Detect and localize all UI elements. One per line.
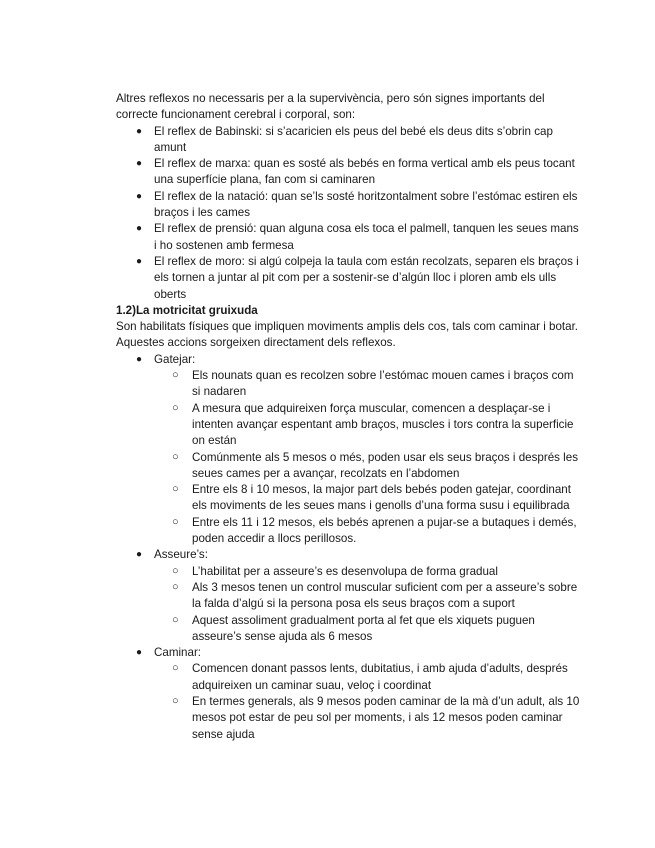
document-page bbox=[116, 91, 584, 743]
sub-list-item: ○ L’habilitat per a asseure’s es desenvolupa de forma gradual bbox=[172, 564, 498, 578]
list-item-caminar: ● Caminar: ○ Comencen donant passos lents, dubitatius, i amb ajuda d’adults, després adquireixen un caminar suau, veloç i coordinat ○ En termes generals, als 9 mesos poden caminar de la mà d’un adult, als 10 mesos pot estar de peu sol per moments, i als 12 mesos poden caminar sense ajuda bbox=[154, 645, 584, 743]
circle-bullet-icon: ○ bbox=[172, 662, 179, 675]
sub-list-item: ○ Aquest assoliment gradualment porta al fet que els xiquets puguen asseure’s sense ajuda als 6 mesos bbox=[172, 613, 535, 643]
list-item: ● El reflex de prensió: quan alguna cosa els toca el palmell, tanquen les seues mans i ho sostenen amb fermesa bbox=[136, 222, 579, 252]
bullet-icon: ● bbox=[136, 158, 143, 170]
sub-list-item: ○ Entre els 8 i 10 mesos, la major part dels bebés poden gatejar, coordinant els moviments de les seues mans i genolls d’una forma susu i equilibrada bbox=[172, 483, 571, 513]
circle-bullet-icon: ○ bbox=[172, 450, 179, 463]
circle-bullet-icon: ○ bbox=[172, 369, 179, 382]
bullet-icon: ● bbox=[136, 647, 143, 659]
section-heading: 1.2)La motricitat gruixuda bbox=[116, 303, 258, 317]
list-item: ● El reflex de marxa: quan es sosté als bebés en forma vertical amb els peus tocant una superfície plana, fan com si caminaren bbox=[136, 157, 575, 187]
circle-bullet-icon: ○ bbox=[172, 515, 179, 528]
sub-list-item: ○ Als 3 mesos tenen un control muscular suficient com per a asseure’s sobre la falda d’algú si la persona posa els seus braços com a suport bbox=[172, 580, 578, 611]
bullet-icon: ● bbox=[136, 223, 143, 235]
circle-bullet-icon: ○ bbox=[172, 564, 179, 577]
circle-bullet-icon: ○ bbox=[172, 401, 179, 414]
sub-list-item: ○ Comúnmente als 5 mesos o més, poden usar els seus braços i després les seues cames per a avançar, recolzats en l’abdomen bbox=[172, 450, 579, 480]
list-item: ● El reflex de la natació: quan se’ls sosté horitzontalment sobre l’estómac estiren els braços i les cames bbox=[136, 189, 578, 220]
bullet-icon: ● bbox=[136, 255, 143, 267]
list-item-asseure: ● Asseure’s: ○ L’habilitat per a asseure’s es desenvolupa de forma gradual ○ Als 3 mesos tenen un control muscular suficient com per a asseure’s sobre la falda d’algú si la persona posa els seus braços com a suport ○ Aquest assoliment gradualment porta al fet que els xiquets puguen asseure’s sense ajuda als 6 mesos bbox=[154, 547, 584, 645]
circle-bullet-icon: ○ bbox=[172, 580, 179, 593]
motor-skills-list bbox=[116, 352, 584, 743]
intro-paragraph: Altres reflexos no necessaris per a la supervivència, pero són signes importants del correcte funcionament cerebral i corporal, son: bbox=[116, 92, 545, 122]
list-item-gatejar: ● Gatejar: ○ Els nounats quan es recolzen sobre l’estómac mouen cames i braços com si nadaren ○ A mesura que adquireixen força muscular, comencen a desplaçar-se i intenten avançar espentant amb braços, muscles i tors contra la superficie on están ○ Comúnmente als 5 mesos o més, poden usar els seus braços i després les seues cames per a avançar, recolzats en l’abdomen ○ Entre els 8 i 10 mesos, la major part dels bebés poden gatejar, coordinant els moviments de les seues mans i genolls d’una forma susu i equilibrada ○ Entre els 11 i 12 mesos, els bebés aprenen a pujar-se a butaques i demés, poden accedir a llocs perillosos. bbox=[154, 352, 584, 548]
list-item: ● El reflex de moro: si algú colpeja la taula com están recolzats, separen els braços i els tornen a juntar al pit com per a sostenir-se d’algún lloc i ploren amb els ulls oberts bbox=[136, 254, 579, 301]
bullet-icon: ● bbox=[136, 190, 143, 202]
sub-list-item: ○ Comencen donant passos lents, dubitatius, i amb ajuda d’adults, després adquireixen un caminar suau, veloç i coordinat bbox=[172, 662, 568, 692]
circle-bullet-icon: ○ bbox=[172, 613, 179, 626]
circle-bullet-icon: ○ bbox=[172, 694, 179, 707]
sub-list-item: ○ Els nounats quan es recolzen sobre l’estómac mouen cames i braços com si nadaren bbox=[172, 369, 574, 399]
section-intro: Son habilitats físiques que impliquen moviments amplis dels cos, tals com caminar i botar. Aquestes accions sorgeixen directament dels reflexos. bbox=[116, 320, 579, 350]
sub-list-item: ○ En termes generals, als 9 mesos poden caminar de la mà d’un adult, als 10 mesos pot estar de peu sol per moments, i als 12 mesos poden caminar sense ajuda bbox=[172, 694, 580, 741]
bullet-icon: ● bbox=[136, 125, 143, 137]
sub-list bbox=[154, 368, 584, 547]
sub-list-item: ○ A mesura que adquireixen força muscular, comencen a desplaçar-se i intenten avançar espentant amb braços, muscles i tors contra la superficie on están bbox=[172, 401, 574, 448]
sub-list bbox=[154, 564, 584, 645]
circle-bullet-icon: ○ bbox=[172, 483, 179, 496]
bullet-icon: ● bbox=[136, 549, 143, 561]
bullet-icon: ● bbox=[136, 353, 143, 365]
sub-list bbox=[154, 661, 584, 742]
sub-list-item: ○ Entre els 11 i 12 mesos, els bebés aprenen a pujar-se a butaques i demés, poden accedir a llocs perillosos. bbox=[172, 515, 577, 546]
list-item: ● El reflex de Babinski: si s’acaricien els peus del bebé els deus dits s’obrin cap amunt bbox=[136, 124, 553, 154]
reflex-list bbox=[116, 124, 584, 303]
